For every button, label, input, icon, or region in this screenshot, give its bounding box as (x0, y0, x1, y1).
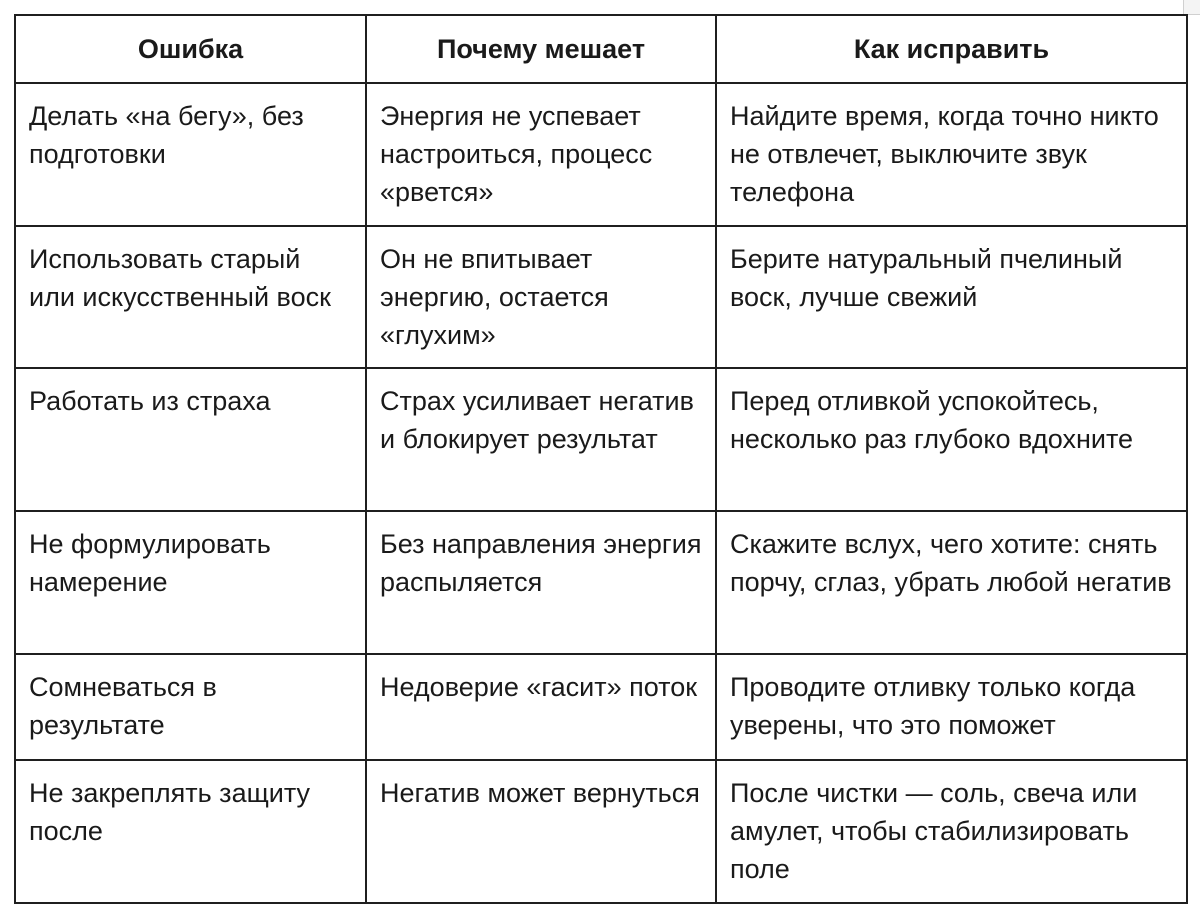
cell-why: Страх усиливает негатив и блокирует результат (366, 368, 716, 511)
cell-why: Энергия не успевает настроиться, процесс «рвется» (366, 83, 716, 226)
table-row (15, 226, 1187, 368)
cell-fix: Берите натуральный пчелиный воск, лучше свежий (716, 226, 1187, 368)
table-row (15, 83, 1187, 226)
table-row (15, 654, 1187, 760)
header-fix: Как исправить (716, 15, 1187, 83)
cell-mistake: Работать из страха (15, 368, 366, 511)
cell-fix: Проводите отливку только когда уверены, что это поможет (716, 654, 1187, 760)
table-body (15, 83, 1187, 903)
cell-fix: Скажите вслух, чего хотите: снять порчу, сглаз, убрать любой негатив (716, 511, 1187, 654)
cell-mistake: Использовать старый или искусственный воск (15, 226, 366, 368)
cell-fix: Найдите время, когда точно никто не отвлечет, выключите звук телефона (716, 83, 1187, 226)
cell-mistake: Сомневаться в результате (15, 654, 366, 760)
mistakes-table (14, 14, 1188, 904)
table-header (15, 15, 1187, 83)
cell-mistake: Делать «на бегу», без подготовки (15, 83, 366, 226)
header-mistake: Ошибка (15, 15, 366, 83)
page-corner-mark (1183, 0, 1200, 15)
cell-mistake: Не закреплять защиту после (15, 760, 366, 903)
cell-why: Негатив может вернуться (366, 760, 716, 903)
cell-mistake: Не формулировать намерение (15, 511, 366, 654)
header-why: Почему мешает (366, 15, 716, 83)
cell-why: Недоверие «гасит» поток (366, 654, 716, 760)
cell-fix: После чистки — соль, свеча или амулет, чтобы стабилизировать поле (716, 760, 1187, 903)
header-row (15, 15, 1187, 83)
table-row (15, 511, 1187, 654)
cell-fix: Перед отливкой успокойтесь, несколько раз глубоко вдохните (716, 368, 1187, 511)
cell-why: Без направления энергия распыляется (366, 511, 716, 654)
cell-why: Он не впитывает энергию, остается «глухим» (366, 226, 716, 368)
table-row (15, 760, 1187, 903)
table-row (15, 368, 1187, 511)
